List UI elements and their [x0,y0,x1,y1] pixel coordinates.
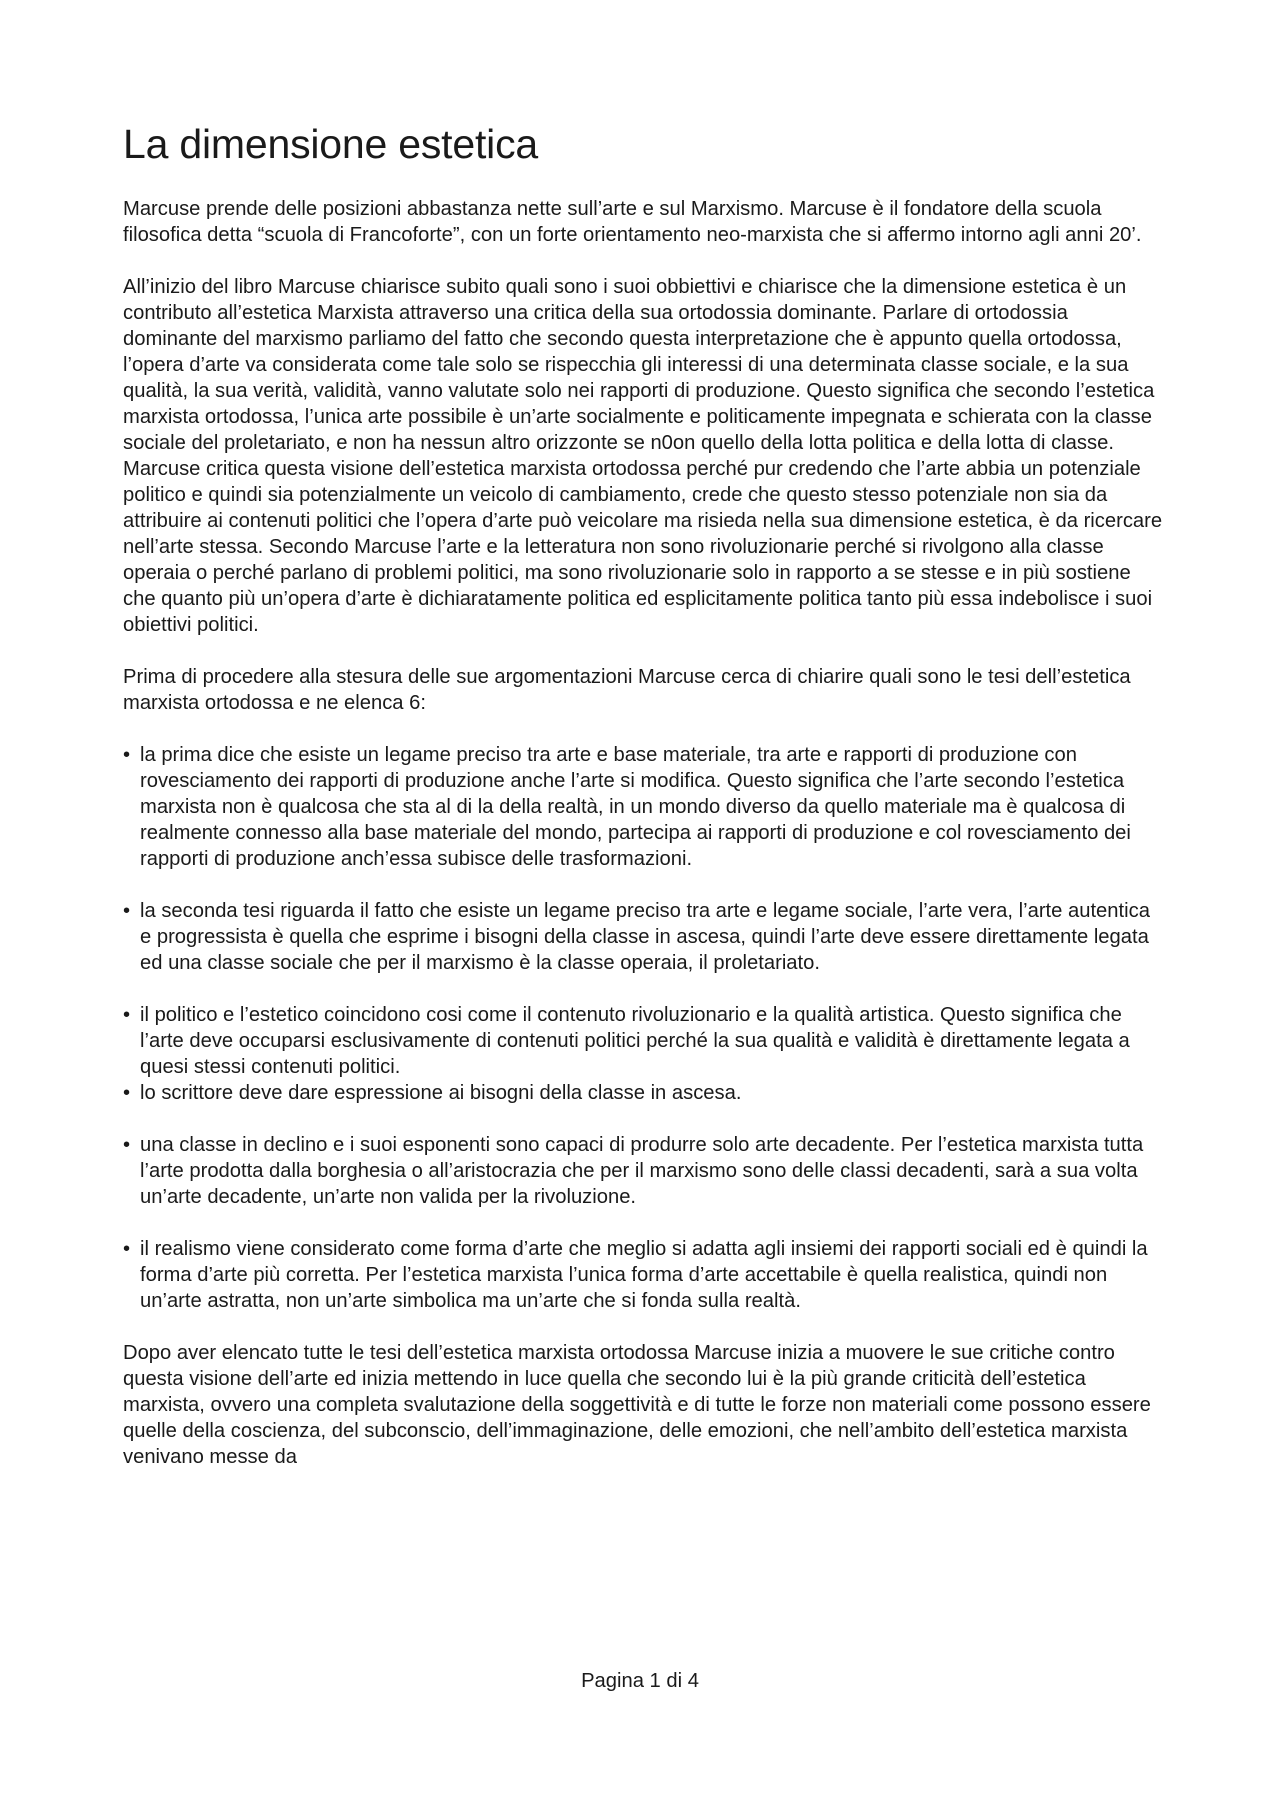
list-item-text: la seconda tesi riguarda il fatto che esiste un legame preciso tra arte e legame sociale, l’arte vera, l’arte autentica e progressista è quella che esprime i bisogni della classe in ascesa, quindi l’arte deve essere direttamente legata ed una classe sociale che per il marxismo è la classe operaia, il proletariato. [140,900,1150,974]
list-item [123,742,1163,872]
intro-paragraph: Marcuse prende delle posizioni abbastanza nette sull’arte e sul Marxismo. Marcuse è il fondatore della scuola filosofica detta “scuola di Francoforte”, con un forte orientamento neo-marxista che si affermo intorno agli anni 20’. [123,198,1142,246]
list-item [123,1002,1163,1080]
list-item-text: lo scrittore deve dare espressione ai bisogni della classe in ascesa. [140,1082,742,1104]
list-item [123,1236,1163,1314]
document-page [123,118,1163,1496]
list-item [123,898,1163,976]
bullet-icon: • [123,1082,131,1104]
list-intro-paragraph: Prima di procedere alla stesura delle sue argomentazioni Marcuse cerca di chiarire quali sono le tesi dell’estetica marxista ortodossa e ne elenca 6: [123,666,1131,714]
list-item [123,1080,1163,1106]
bullet-icon: • [123,744,131,766]
theses-list [123,742,1163,1314]
bullet-icon: • [123,900,131,922]
closing-paragraph: Dopo aver elencato tutte le tesi dell’estetica marxista ortodossa Marcuse inizia a muovere le sue critiche contro questa visione dell’arte ed inizia mettendo in luce quella che secondo lui è la più grande criticità dell’estetica marxista, ovvero una completa svalutazione della soggettività e di tutte le forze non materiali come possono essere quelle della coscienza, del subconscio, dell’immaginazione, delle emozioni, che nell’ambito dell’estetica marxista venivano messe da [123,1342,1151,1468]
bullet-icon: • [123,1238,131,1260]
bullet-icon: • [123,1004,131,1026]
list-item-text: una classe in declino e i suoi esponenti sono capaci di produrre solo arte decadente. Per l’estetica marxista tutta l’arte prodotta dalla borghesia o all’aristocrazia che per il marxismo sono delle classi decadenti, sarà a sua volta un’arte decadente, un’arte non valida per la rivoluzione. [140,1134,1144,1208]
list-item-text: il politico e l’estetico coincidono cosi come il contenuto rivoluzionario e la qualità artistica. Questo significa che l’arte deve occuparsi esclusivamente di contenuti politici perché la sua qualità e validità è direttamente legata a quesi stessi contenuti politici. [140,1004,1130,1078]
list-item-text: il realismo viene considerato come forma d’arte che meglio si adatta agli insiemi dei rapporti sociali ed è quindi la forma d’arte più corretta. Per l’estetica marxista l’unica forma d’arte accettabile è quella realistica, quindi non un’arte astratta, non un’arte simbolica ma un’arte che si fonda sulla realtà. [140,1238,1148,1312]
list-item [123,1132,1163,1210]
body-paragraph: All’inizio del libro Marcuse chiarisce subito quali sono i suoi obbiettivi e chiarisce che la dimensione estetica è un contributo all’estetica Marxista attraverso una critica della sua ortodossia dominante. Parlare di ortodossia dominante del marxismo parliamo del fatto che secondo questa interpretazione che è appunto quella ortodossa, l’opera d’arte va considerata come tale solo se rispecchia gli interessi di una determinata classe sociale, e la sua qualità, la sua verità, validità, vanno valutate solo nei rapporti di produzione. Questo significa che secondo l’estetica marxista ortodossa, l’unica arte possibile è un’arte socialmente e politicamente impegnata e schierata con la classe sociale del proletariato, e non ha nessun altro orizzonte se n0on quello della lotta politica e della lotta di classe. Marcuse critica questa visione dell’estetica marxista ortodossa perché pur credendo che l’arte abbia un potenziale politico e quindi sia potenzialmente un veicolo di cambiamento, crede che questo stesso potenziale non sia da attribuire ai contenuti politici che l’opera d’arte può veicolare ma risieda nella sua dimensione estetica, è da ricercare nell’arte stessa. Secondo Marcuse l’arte e la letteratura non sono rivoluzionarie perché si rivolgono alla classe operaia o perché parlano di problemi politici, ma sono rivoluzionarie solo in rapporto a se stesse e in più sostiene che quanto più un’opera d’arte è dichiaratamente politica ed esplicitamente politica tanto più essa indebolisce i suoi obiettivi politici. [123,276,1163,636]
page-number: Pagina 1 di 4 [581,1670,699,1692]
bullet-icon: • [123,1134,131,1156]
page-title: La dimensione estetica [123,121,538,167]
list-item-text: la prima dice che esiste un legame preciso tra arte e base materiale, tra arte e rapporti di produzione con rovesciamento dei rapporti di produzione anche l’arte si modifica. Questo significa che l’arte secondo l’estetica marxista non è qualcosa che sta al di la della realtà, in un mondo diverso da quello materiale ma è qualcosa di realmente connesso alla base materiale del mondo, partecipa ai rapporti di produzione e col rovesciamento dei rapporti di produzione anch’essa subisce delle trasformazioni. [140,744,1131,870]
